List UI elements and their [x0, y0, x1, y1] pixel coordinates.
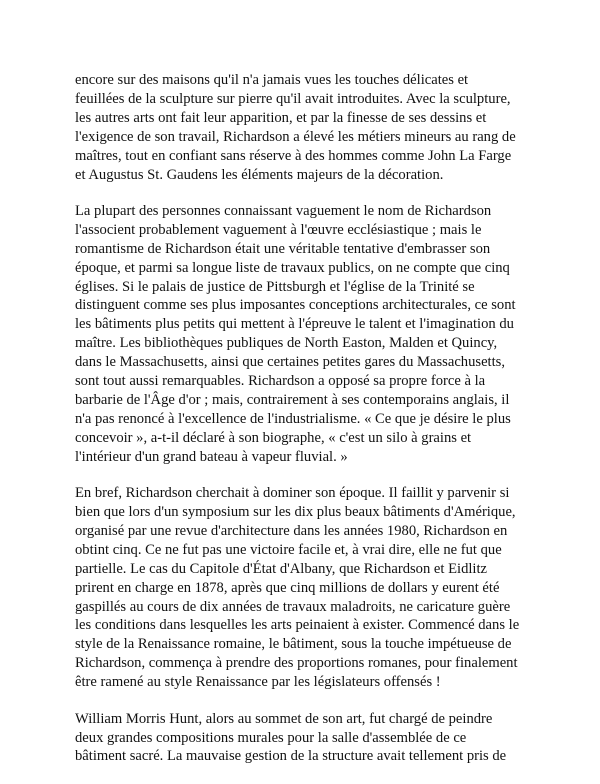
- text-line: époque, et parmi sa longue liste de travaux publics, on ne compte que cinq: [75, 259, 510, 276]
- text-line: sont tout aussi remarquables. Richardson a opposé sa propre force à la: [75, 373, 486, 390]
- text-line: et Augustus St. Gaudens les éléments majeurs de la décoration.: [75, 166, 444, 183]
- text-line: prirent en charge en 1878, après que cinq millions de dollars y eurent été: [75, 579, 500, 596]
- text-line: l'associent probablement vaguement à l'œuvre ecclésiastique ; mais le: [75, 221, 482, 238]
- text-line: l'intérieur d'un grand bateau à vapeur fluvial. »: [75, 448, 348, 465]
- text-line: obtint cinq. Ce ne fut pas une victoire facile et, à vrai dire, elle ne fut que: [75, 541, 502, 558]
- text-line: maîtres, tout en confiant sans réserve à des hommes comme John La Farge: [75, 147, 512, 164]
- text-line: les conditions dans lesquelles les arts peinaient à exister. Commencé dans le: [75, 617, 520, 634]
- text-line: l'exigence de son travail, Richardson a élevé les métiers mineurs au rang de: [75, 128, 516, 145]
- text-line: maître. Les bibliothèques publiques de North Easton, Malden et Quincy,: [75, 335, 498, 352]
- paragraph-3: [75, 484, 527, 692]
- text-line: barbarie de l'Âge d'or ; mais, contrairement à ses contemporains anglais, il: [75, 392, 510, 408]
- text-line: En bref, Richardson cherchait à dominer son époque. Il faillit y parvenir si: [75, 485, 510, 502]
- body-text: [75, 71, 527, 784]
- paragraph-2: [75, 202, 527, 467]
- text-line: les autres arts ont fait leur apparition, et par la finesse de ses dessins et: [75, 109, 487, 126]
- text-line: bien que lors d'un symposium sur les dix plus beaux bâtiments d'Amérique,: [75, 504, 516, 521]
- text-line: distinguent comme ses plus imposantes conceptions architecturales, ce sont: [75, 297, 516, 314]
- text-line: style de la Renaissance romaine, le bâtiment, sous la touche impétueuse de: [75, 636, 512, 653]
- text-line: Richardson, commença à prendre des proportions romanes, pour finalement: [75, 655, 518, 672]
- text-line: feuillées de la sculpture sur pierre qu'il avait introduites. Avec la sculpture,: [75, 90, 511, 107]
- text-line: deux grandes compositions murales pour la salle d'assemblée de ce: [75, 729, 467, 746]
- paragraph-4: [75, 710, 527, 767]
- text-line: organisé par une revue d'architecture dans les années 1980, Richardson en: [75, 522, 508, 539]
- text-line: églises. Si le palais de justice de Pittsburgh et l'église de la Trinité se: [75, 278, 475, 295]
- text-line: encore sur des maisons qu'il n'a jamais vues les touches délicates et: [75, 72, 469, 88]
- text-line: bâtiment sacré. La mauvaise gestion de la structure avait tellement pris de: [75, 748, 507, 765]
- text-line: La plupart des personnes connaissant vaguement le nom de Richardson: [75, 202, 492, 219]
- text-line: concevoir », a-t-il déclaré à son biographe, « c'est un silo à grains et: [75, 429, 472, 446]
- text-line: gaspillés au cours de dix années de travaux maladroits, ne caricature guère: [75, 598, 511, 615]
- text-line: William Morris Hunt, alors au sommet de son art, fut chargé de peindre: [75, 710, 493, 727]
- text-line: être ramené au style Renaissance par les législateurs offensés !: [75, 674, 441, 691]
- text-line: dans le Massachusetts, ainsi que certaines petites gares du Massachusetts,: [75, 354, 505, 371]
- text-line: romantisme de Richardson était une véritable tentative d'embrasser son: [75, 240, 491, 257]
- text-line: partielle. Le cas du Capitole d'État d'Albany, que Richardson et Eidlitz: [75, 560, 488, 577]
- paragraph-1: [75, 71, 527, 184]
- text-line: n'a pas renoncé à l'excellence de l'industrialisme. « Ce que je désire le plus: [75, 410, 511, 427]
- text-line: les bâtiments plus petits qui mettent à l'épreuve le talent et l'imagination du: [75, 316, 514, 333]
